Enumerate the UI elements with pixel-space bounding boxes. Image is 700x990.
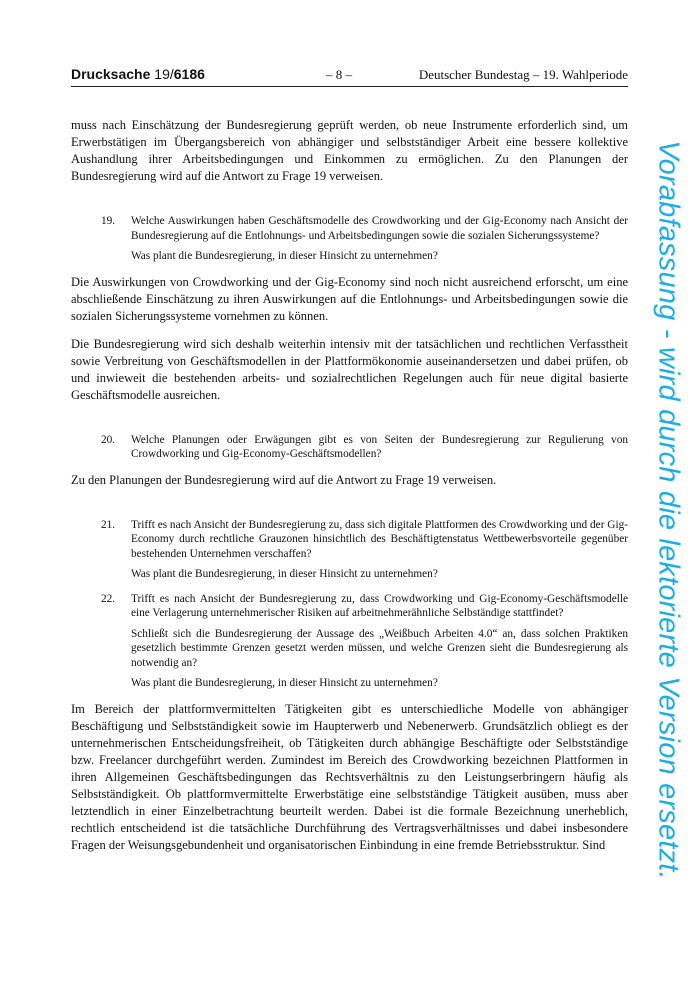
- drucksache-label: [71, 66, 205, 82]
- answer-20: Zu den Planungen der Bundesregierung wird auf die Antwort zu Frage 19 verweisen.: [71, 472, 497, 487]
- question-number: 19.: [101, 215, 116, 227]
- question-sub: Was plant die Bundesregierung, in dieser Hinsicht zu unternehmen?: [131, 568, 438, 580]
- question-number: 22.: [101, 592, 116, 605]
- question-number: 20.: [101, 433, 116, 446]
- question-text: Trifft es nach Ansicht der Bundesregierung zu, dass sich digitale Plattformen des Crowdworking und der Gig-Economy durch rechtliche Grauzonen hinsichtlich des Beschäftigtenstatus Wettbewerbsvorteile gegenüber bestehenden Unternehmen verschaffen?: [131, 518, 628, 560]
- question-number: 21.: [101, 518, 116, 531]
- draft-watermark: [648, 110, 688, 910]
- question-text: Trifft es nach Ansicht der Bundesregierung zu, dass Crowdworking und Gig-Economy-Geschäftsmodelle eine Verlagerung unternehmerischer Risiken auf arbeitnehmerähnliche Selbständige stattfindet?: [131, 592, 628, 619]
- drucksache-number: 6186: [173, 66, 205, 82]
- publisher: Deutscher Bundestag – 19. Wahlperiode: [418, 67, 628, 82]
- question-sub: Was plant die Bundesregierung, in dieser Hinsicht zu unternehmen?: [131, 250, 438, 262]
- question-19: [101, 214, 628, 264]
- question-text: Welche Planungen oder Erwägungen gibt es von Seiten der Bundesregierung zur Regulierung von Crowdworking und Gig-Economy-Geschäftsmodellen?: [131, 433, 628, 460]
- page-number: – 8 –: [326, 67, 352, 82]
- answer-19-p2: Die Bundesregierung wird sich deshalb weiterhin intensiv mit der tatsächlichen und rechtlichen Verfasstheit sowie Verbreitung von Geschäftsmodellen in der Plattformökonomie auseinandersetzen und dabei prüfen, ob und inwieweit die bestehenden arbeits- und sozialrechtlichen Regelungen auch für neue digital basierte Geschäftsmodelle ausreichen.: [71, 336, 628, 402]
- question-sub-1: Schließt sich die Bundesregierung der Aussage des „Weißbuch Arbeiten 4.0“ an, dass solchen Praktiken gesetzlich bestimmte Grenzen gesetzt werden müssen, und welche Grenzen sieht die Bundesregierung als notwendig an?: [131, 627, 628, 669]
- main-content: [71, 117, 628, 865]
- watermark-text: Vorabfassung - wird durch die lektorierte Version ersetzt.: [652, 140, 685, 880]
- question-text: Welche Auswirkungen haben Geschäftsmodelle des Crowdworking und der Gig-Economy nach Ansicht der Bundesregierung auf die Entlohnungs- und Arbeitsbedingungen sowie die sozialen Sicherungssysteme?: [131, 215, 628, 242]
- question-sub-2: Was plant die Bundesregierung, in dieser Hinsicht zu unternehmen?: [131, 677, 438, 689]
- drucksache-prefix: 19/: [154, 66, 174, 82]
- answer-22: Im Bereich der plattformvermittelten Tätigkeiten gibt es unterschiedliche Modelle von abhängiger Beschäftigung und Selbstständigkeit sowie im Haupterwerb und Nebenerwerb. Grundsätzlich obliegt es der unternehmerischen Entscheidungsfreiheit, ob Tätigkeiten durch abhängige Beschäftigte oder Selbstständige bzw. Freelancer durchgeführt werden. Zumindest im Bereich des Crowdworking bezeichnen Plattformen in ihren Allgemeinen Geschäftsbedingungen das Rechtsverhältnis zu den Leistungserbringern häufig als Selbstständigkeit. Ob plattformvermittelte Erwerbstätige eine selbstständige Tätigkeit ausüben, muss aber letztendlich in einer Einzelbetrachtung beurteilt werden. Dabei ist die formale Bezeichnung unerheblich, rechtlich entscheidend ist die tatsächliche Durchführung des Vertragsverhältnisses und dabei insbesondere Fragen der Weisungsgebundenheit und organisatorischen Einbindung in eine fremde Betriebsstruktur. Sind: [71, 701, 628, 852]
- question-21: [101, 518, 628, 582]
- page-header: [71, 64, 628, 87]
- answer-19-p1: Die Auswirkungen von Crowdworking und der Gig-Economy sind noch nicht ausreichend erforscht, um eine abschließende Einschätzung zu ihren Auswirkungen auf die Entlohnungs- und Arbeitsbedingungen sowie die sozialen Sicherungssysteme vornehmen zu können.: [71, 274, 628, 323]
- question-22: [101, 592, 628, 691]
- drucksache-word: Drucksache: [71, 66, 151, 82]
- intro-paragraph: muss nach Einschätzung der Bundesregierung geprüft werden, ob neue Instrumente erforderlich sind, um Erwerbstätigen im Übergangsbereich von abhängiger und selbstständiger Arbeit eine bessere kollektive Aushandlung ihrer Arbeitsbedingungen und Einkommen zu ermöglichen. Zu den Planungen der Bundesregierung wird auf die Antwort zu Frage 19 verweisen.: [71, 118, 628, 183]
- question-20: [101, 433, 628, 462]
